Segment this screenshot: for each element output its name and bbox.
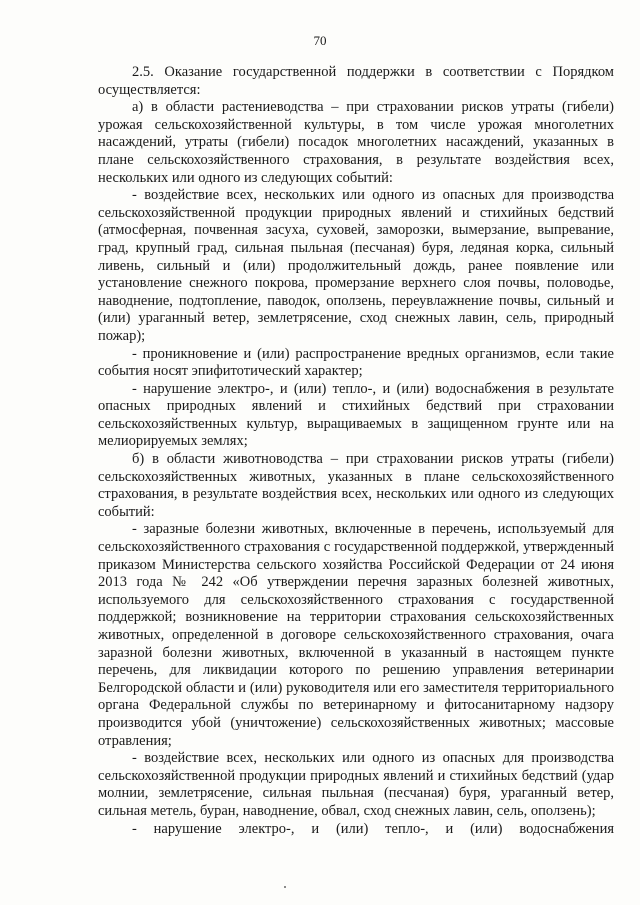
bullet-natural-disasters-livestock: - воздействие всех, нескольких или одного из опасных для производства сельскохозяйственной продукции природных явлений и стихийных бедствий (удар молнии, землетрясение, сильная пыльная (песчаная) буря, ураганный ветер, сильная метель, буран, наводнение, обвал, сход снежных лавин, сель, оползень); — [98, 750, 614, 819]
paragraph-2-5: 2.5. Оказание государственной поддержки в соответствии с Порядком осуществляется: — [98, 64, 614, 98]
bullet-harmful-organisms: - проникновение и (или) распространение вредных организмов, если такие события носят эпифитотический характер; — [98, 345, 614, 380]
bullet-utility-disruption-crops: - нарушение электро-, и (или) тепло-, и (или) водоснабжения в результате опасных природных явлений и стихийных бедствий при страховании сельскохозяйственных культур, выращиваемых в защищенном грунте или на мелиорируемых землях; — [98, 380, 614, 450]
bullet-natural-disasters-crops: - воздействие всех, нескольких или одного из опасных для производства сельскохозяйственной продукции природных явлений и стихийных бедствий (атмосферная, почвенная засуха, суховей, заморозки, вымерзание, выпревание, град, крупный град, сильная пыльная (песчаная) буря, ледяная корка, сильный ливень, сильный и (или) продолжительный дождь, ранее появление или установление снежного покрова, промерзание верхнего слоя почвы, половодье, наводнение, подтопление, паводок, оползень, переувлажнение почвы, сильный и (или) ураганный ветер, землетрясение, сход снежных лавин, сель, природный пожар); — [98, 187, 614, 344]
bullet-utility-disruption-livestock: - нарушение электро-, и (или) тепло-, и (или) водоснабжения — [132, 820, 614, 837]
document-body — [98, 64, 614, 838]
paragraph-b-livestock: б) в области животноводства – при страховании рисков утраты (гибели) сельскохозяйственных животных, указанных в плане сельскохозяйственного страхования, в результате воздействия всех, нескольких или одного из следующих событий: — [98, 451, 614, 520]
bullet-contagious-diseases: - заразные болезни животных, включенные в перечень, используемый для сельскохозяйственного страхования с государственной поддержкой, утвержденный приказом Министерства сельского хозяйства Российской Федерации от 24 июня 2013 года № 242 «Об утверждении перечня заразных болезней животных, используемого для сельскохозяйственного страхования с государственной поддержкой; возникновение на территории страхования сельскохозяйственных животных, определенной в договоре сельскохозяйственного страхования, очага заразной болезни животных, включенной в указанный в настоящем пункте перечень, для ликвидации которого по решению управления ветеринарии Белгородской области и (или) руководителя или его заместителя территориального органа Федеральной службы по ветеринарному и фитосанитарному надзору производится убой (уничтожение) сельскохозяйственных животных; массовые отравления; — [98, 521, 614, 749]
scan-speck — [284, 886, 286, 888]
paragraph-a-plant-growing: а) в области растениеводства – при страховании рисков утраты (гибели) урожая сельскохозяйственной культуры, в том числе урожая многолетних насаждений, утраты (гибели) посадок многолетних насаждений, указанных в плане сельскохозяйственного страхования, в результате воздействия всех, нескольких или одного из следующих событий: — [98, 99, 614, 186]
page-number: 70 — [313, 33, 327, 48]
